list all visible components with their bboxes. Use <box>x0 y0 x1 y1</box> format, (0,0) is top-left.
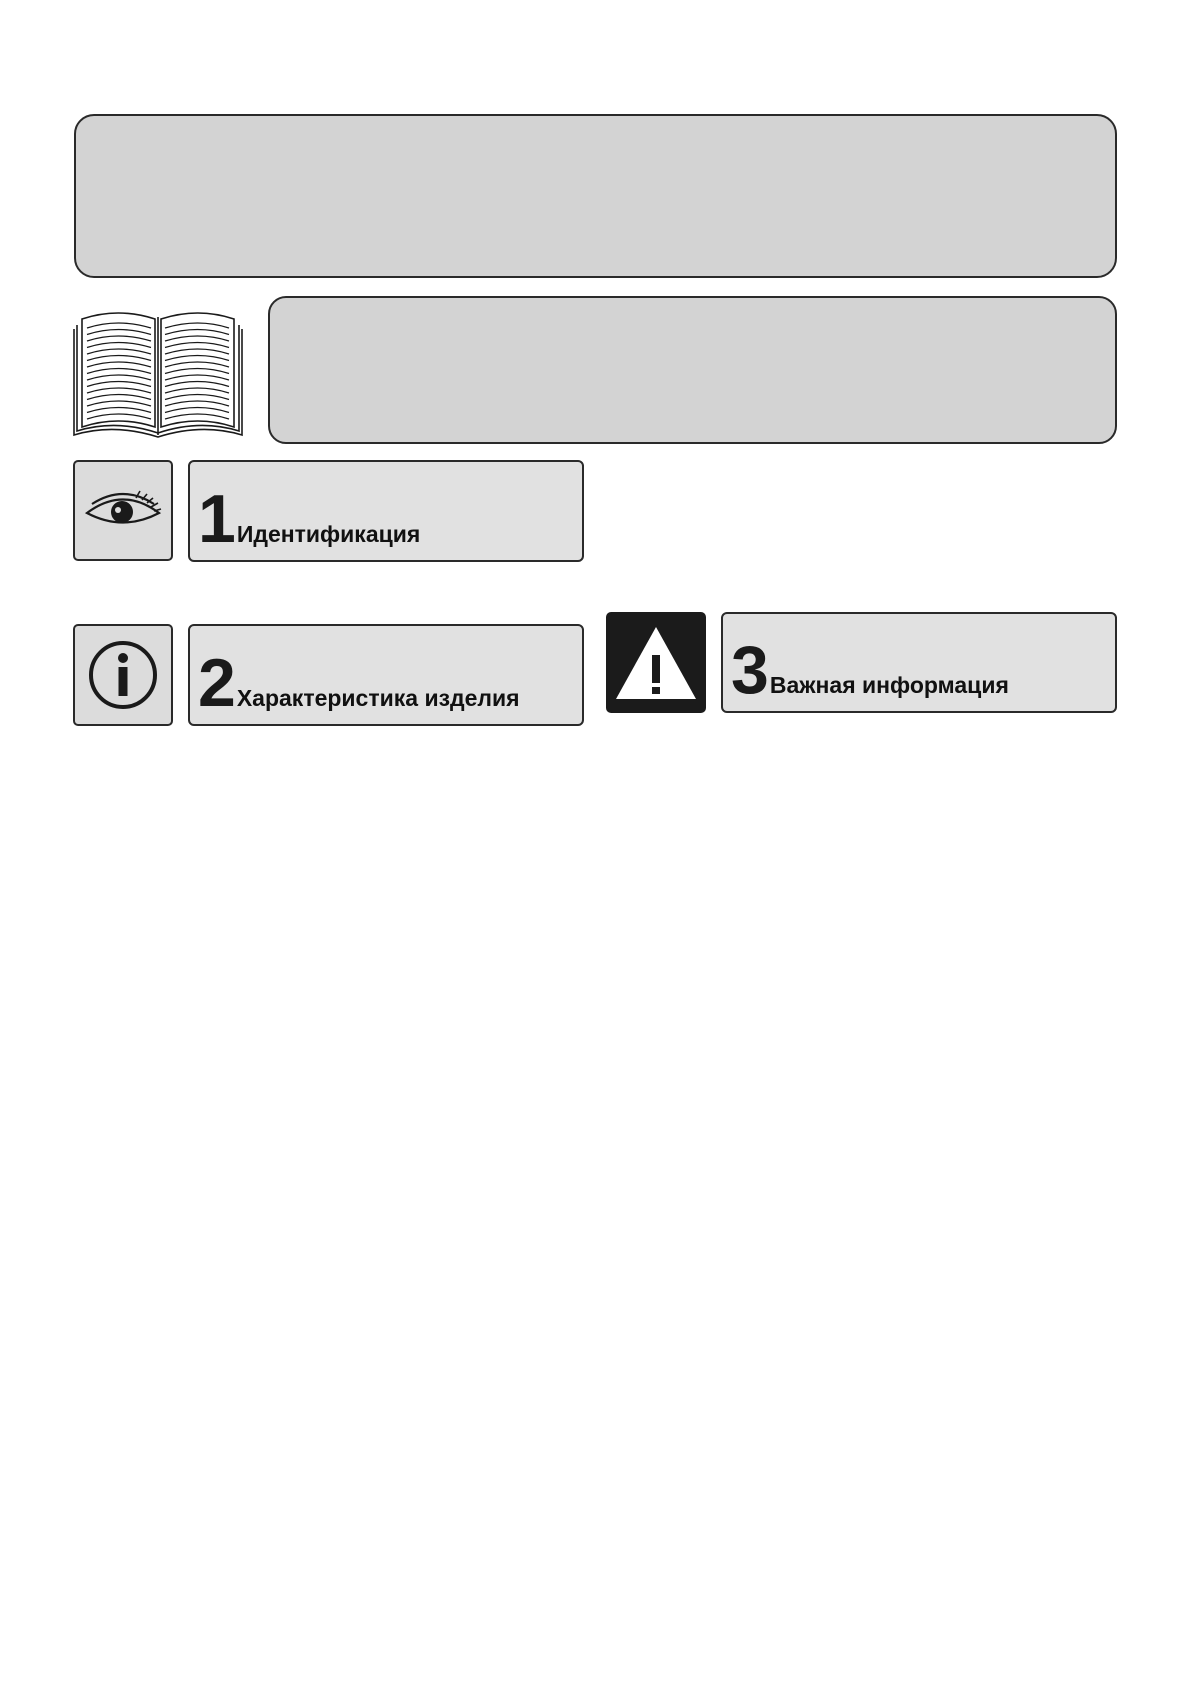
eye-icon-box <box>73 460 173 561</box>
book-banner-panel <box>268 296 1117 444</box>
section-title: Идентификация <box>236 521 421 547</box>
info-icon-box <box>73 624 173 726</box>
section-heading-characteristics <box>188 624 584 726</box>
eye-icon <box>84 488 162 534</box>
section-heading-identification <box>188 460 584 562</box>
section-number: 1 <box>198 480 233 557</box>
section-number: 3 <box>731 631 766 708</box>
open-book-icon <box>72 307 244 439</box>
section-number: 2 <box>198 644 233 721</box>
section-title: Характеристика изделия <box>236 685 520 711</box>
info-icon <box>87 639 159 711</box>
section-title: Важная информация <box>769 672 1009 698</box>
warning-icon <box>612 623 700 703</box>
top-banner-panel <box>74 114 1117 278</box>
section-heading-important-info <box>721 612 1117 713</box>
warning-icon-box <box>606 612 706 713</box>
